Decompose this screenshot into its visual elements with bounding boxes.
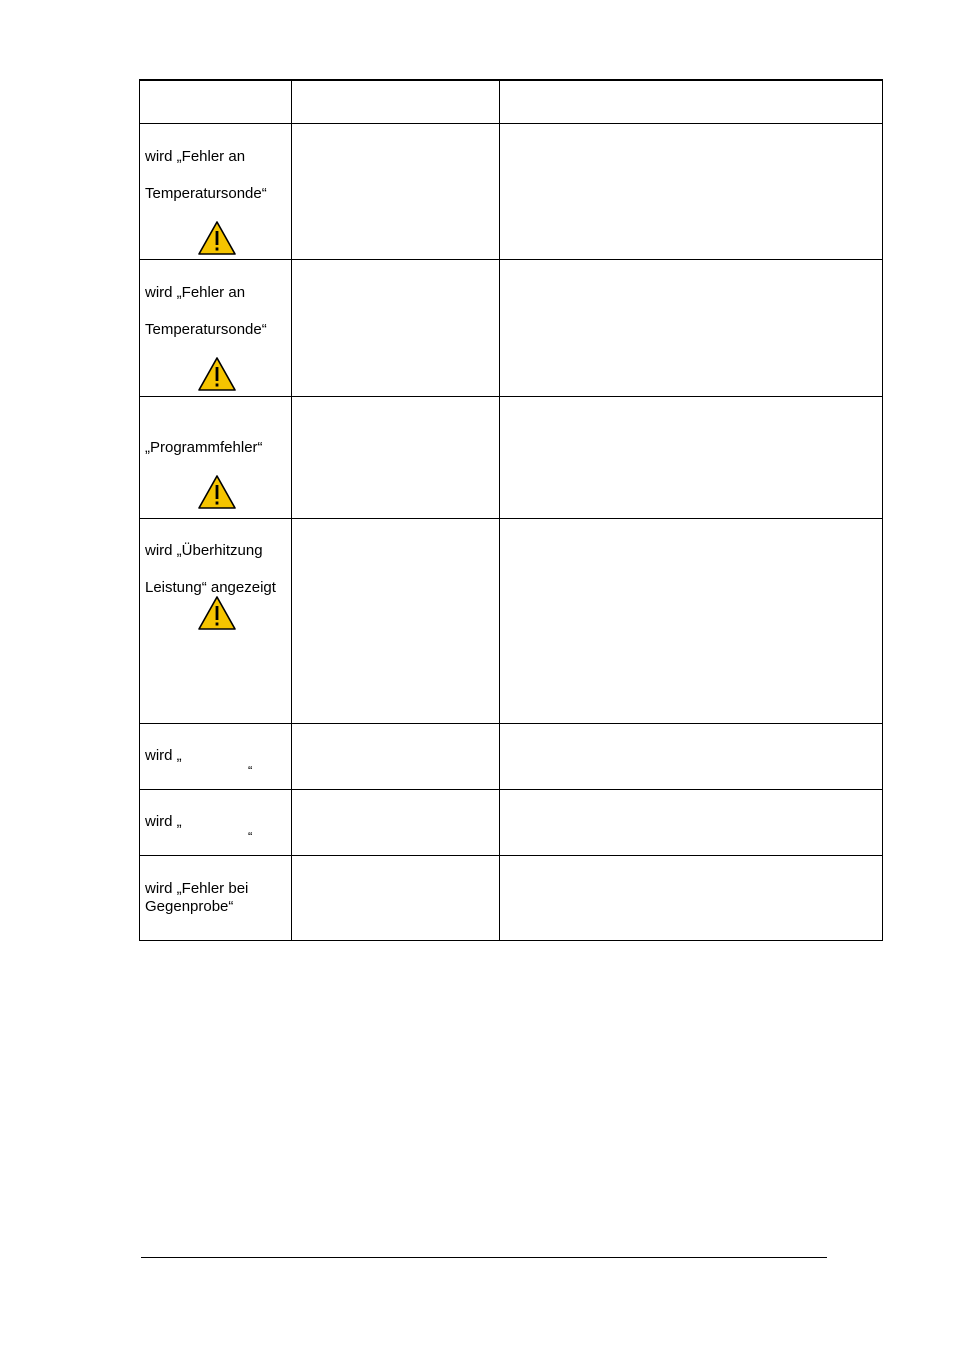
- remedy-cell: [500, 260, 883, 397]
- remedy-cell: [500, 856, 883, 941]
- error-cell: [140, 397, 292, 519]
- header-cell-2: [292, 80, 500, 124]
- cause-cell: [292, 724, 500, 790]
- footer-rule: [141, 1257, 827, 1258]
- table-row: [140, 856, 883, 941]
- error-cell: [140, 724, 292, 790]
- cause-cell: [292, 124, 500, 260]
- table-row: [140, 724, 883, 790]
- cause-cell: [292, 856, 500, 941]
- table-row: [140, 260, 883, 397]
- error-cell: [140, 519, 292, 724]
- error-cell: [140, 260, 292, 397]
- remedy-cell: [500, 519, 883, 724]
- warning-triangle-icon: [197, 595, 237, 631]
- cause-cell: [292, 519, 500, 724]
- error-cell: [140, 856, 292, 941]
- remedy-cell: [500, 724, 883, 790]
- remedy-cell: [500, 790, 883, 856]
- remedy-cell: [500, 397, 883, 519]
- error-text-line: wird „Fehler bei: [145, 880, 249, 897]
- table-row: [140, 124, 883, 260]
- remedy-cell: [500, 124, 883, 260]
- error-cell: [140, 124, 292, 260]
- error-text-line: Gegenprobe“: [145, 898, 234, 915]
- error-text-line: wird „Überhitzung: [145, 542, 263, 559]
- error-text-line: Leistung“ angezeigt: [145, 579, 276, 596]
- error-text-line: wird „Fehler an: [145, 284, 246, 301]
- warning-triangle-icon: [197, 356, 237, 392]
- error-text-line: wird „Fehler an: [145, 148, 246, 165]
- warning-triangle-icon: [197, 220, 237, 256]
- table-header-row: [140, 80, 883, 124]
- cause-cell: [292, 397, 500, 519]
- troubleshooting-table: [139, 79, 883, 941]
- header-cell-1: [140, 80, 292, 124]
- error-text-line: wird „: [145, 747, 182, 764]
- error-text-line: „Programmfehler“: [145, 439, 263, 456]
- cause-cell: [292, 790, 500, 856]
- error-text-line: “: [248, 829, 253, 844]
- error-text-line: wird „: [145, 813, 182, 830]
- cause-cell: [292, 260, 500, 397]
- table-row: [140, 790, 883, 856]
- error-cell: [140, 790, 292, 856]
- header-cell-3: [500, 80, 883, 124]
- error-text-line: Temperatursonde“: [145, 321, 267, 338]
- error-text-line: Temperatursonde“: [145, 185, 267, 202]
- table-row: [140, 397, 883, 519]
- error-text-line: “: [248, 763, 253, 778]
- table-row: [140, 519, 883, 724]
- warning-triangle-icon: [197, 474, 237, 510]
